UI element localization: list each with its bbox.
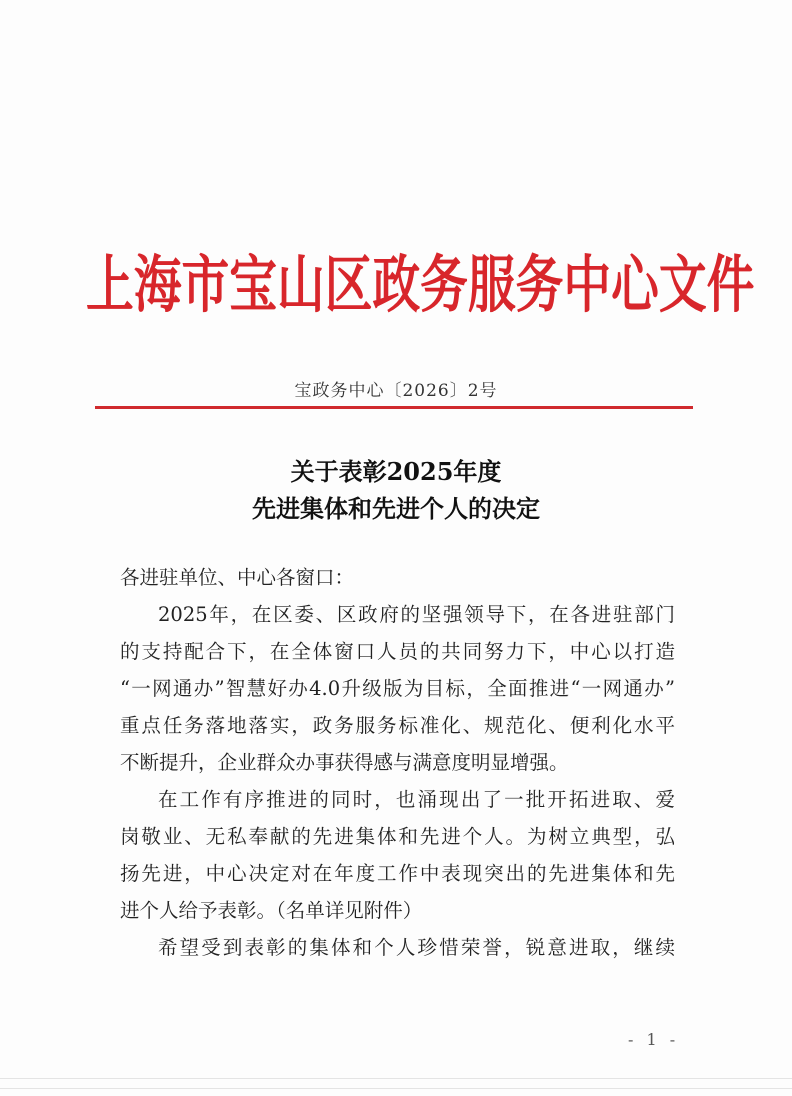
- scan-artifact-line: [0, 1088, 792, 1089]
- page-number: - 1 -: [628, 1030, 680, 1049]
- masthead-text: 上海市宝山区政务服务中心文件: [86, 248, 755, 321]
- document-title-line-2: 先进集体和先进个人的决定: [252, 494, 540, 523]
- salutation: 各进驻单位、中心各窗口：: [120, 566, 355, 589]
- paragraph-2-line: 岗敬业、无私奉献的先进集体和先进个人。为树立典型，弘: [120, 825, 675, 848]
- paragraph-1-line: 重点任务落地落实，政务服务标准化、规范化、便利化水平: [120, 714, 675, 737]
- paragraph-2-line: 在工作有序推进的同时，也涌现出了一批开拓进取、爱: [158, 788, 675, 811]
- paragraph-3-line: 希望受到表彰的集体和个人珍惜荣誉，锐意进取，继续: [158, 936, 675, 959]
- document-title-line-1: 关于表彰2025年度: [290, 457, 502, 486]
- paragraph-2-line: 扬先进，中心决定对在年度工作中表现突出的先进集体和先: [120, 862, 675, 885]
- scan-artifact-line: [0, 1078, 792, 1079]
- paragraph-2-line: 进个人给予表彰。（名单详见附件）: [120, 899, 423, 922]
- paragraph-1-line: “一网通办”智慧好办4.0升级版为目标，全面推进“一网通办”: [120, 677, 675, 700]
- paragraph-1-line: 2025年，在区委、区政府的坚强领导下，在各进驻部门: [158, 603, 675, 626]
- document-masthead: [86, 240, 755, 330]
- red-divider-line: [95, 406, 693, 409]
- paragraph-1-line: 的支持配合下，在全体窗口人员的共同努力下，中心以打造: [120, 640, 675, 663]
- document-body: [120, 563, 675, 970]
- document-number: 宝政务中心〔2026〕2号: [294, 381, 498, 401]
- paragraph-1-line: 不断提升，企业群众办事获得感与满意度明显增强。: [120, 751, 569, 774]
